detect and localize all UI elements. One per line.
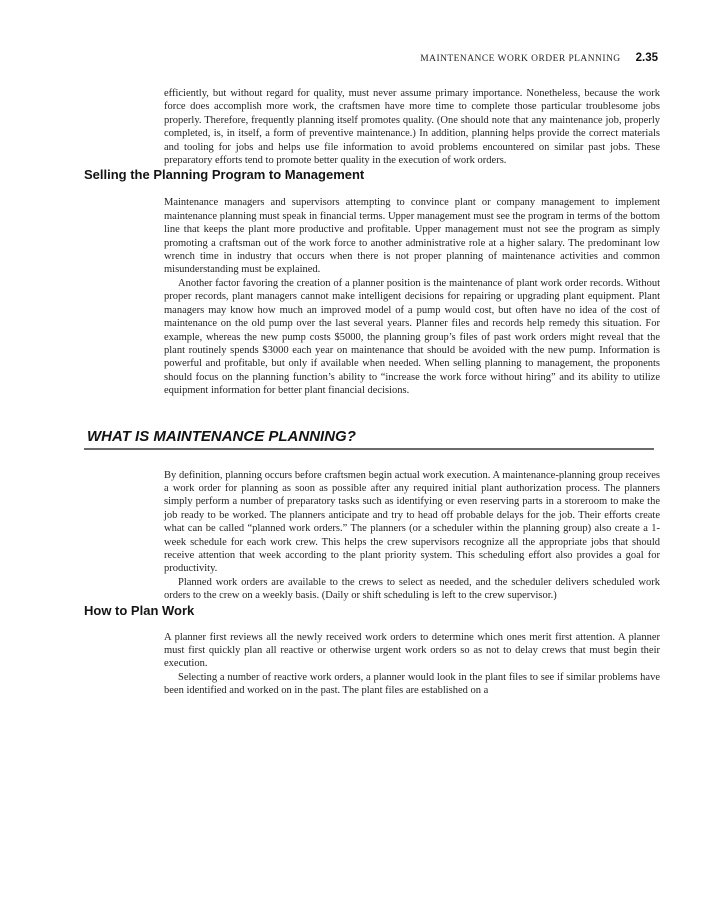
paragraph: By definition, planning occurs before craftsmen begin actual work execution. A maintenance-planning group receives a work order for planning as soon as possible after any required initial plant authorization process. The planners simply perform a number of preparatory tasks such as identifying or even reserving parts in a storeroom to make the job ready to be worked. The planners anticipate and try to head off probable delays for the job. Their efforts create what can be called “planned work orders.” The planners (or a scheduler within the planning group) also create a 1-week schedule for each work crew. This helps the crew supervisors recognize all the appropriate jobs that should receive attention that week according to the plant priority system. This scheduling effort also provides a goal for productivity. <box>164 469 660 575</box>
section-heading-how-to-plan-work: How to Plan Work <box>84 602 195 618</box>
section-heading-selling-the-planning-program: Selling the Planning Program to Management <box>84 167 365 183</box>
paragraph: A planner first reviews all the newly received work orders to determine which ones merit first attention. A planner must first quickly plan all reactive or otherwise urgent work orders so as not to delay crews that must begin their execution. <box>164 631 660 670</box>
section-what-is-planning-body <box>164 469 660 603</box>
page-number: 2.35 <box>635 52 658 64</box>
paragraph: Maintenance managers and supervisors attempting to convince plant or company management to implement maintenance planning must speak in financial terms. Upper management must see the program in terms of the bottom line that keeps the plant more productive and profitable. Upper management must not see the program as simply promoting a craftsman out of the work force to another administrative role at a higher salary. The predominant low wrench time in industry that occurs when there is not proper planning of maintenance activities and common misunderstanding must be explained. <box>164 197 660 276</box>
paragraph: Planned work orders are available to the crews to select as needed, and the scheduler delivers scheduled work orders to the crew on a weekly basis. (Daily or shift scheduling is left to the crew supervisor.) <box>164 576 660 602</box>
continued-paragraph: efficiently, but without regard for quality, must never assume primary importance. Nonetheless, because the work force does accomplish more work, the craftsmen have more time to complete those particular troublesome jobs properly. Therefore, frequently planning itself promotes quality. (One should note that any maintenance job, properly completed, is, in itself, a form of preventive maintenance.) In addition, planning helps provide the correct materials and tooling for jobs and helps use file information to avoid problems encountered on similar past jobs. These preparatory efforts tend to promote better quality in the execution of work orders. <box>164 88 660 167</box>
paragraph: Another factor favoring the creation of a planner position is the maintenance of plant work order records. Without proper records, plant managers cannot make intelligent decisions for repairing or upgrading plant equipment. Plant managers may know how much an improved model of a pump would cost, but often have no idea of the cost of maintenance on the old pump over the last several years. Planner files and records help remedy this situation. For example, whereas the new pump costs $5000, the planning group’s files of past work orders might reveal that the plant routinely spends $3000 each year on maintenance that should be avoided with the new pump. Information is powerful and profitable, but only if available when needed. When selling planning to management, the proponents should focus on the planning function’s ability to “increase the work force without hiring” and its ability to utilize equipment information for better plant financial decisions. <box>164 277 660 397</box>
section-selling-body <box>164 196 660 397</box>
section-how-to-plan-body <box>164 631 660 698</box>
major-heading-what-is-maintenance-planning: WHAT IS MAINTENANCE PLANNING? <box>84 429 654 450</box>
paragraph: Selecting a number of reactive work orders, a planner would look in the plant files to see if similar problems have been identified and worked on in the past. The plant files are established on a <box>164 671 660 697</box>
running-header <box>0 48 658 66</box>
continued-text-block <box>164 87 660 167</box>
running-header-title: MAINTENANCE WORK ORDER PLANNING <box>420 54 621 64</box>
